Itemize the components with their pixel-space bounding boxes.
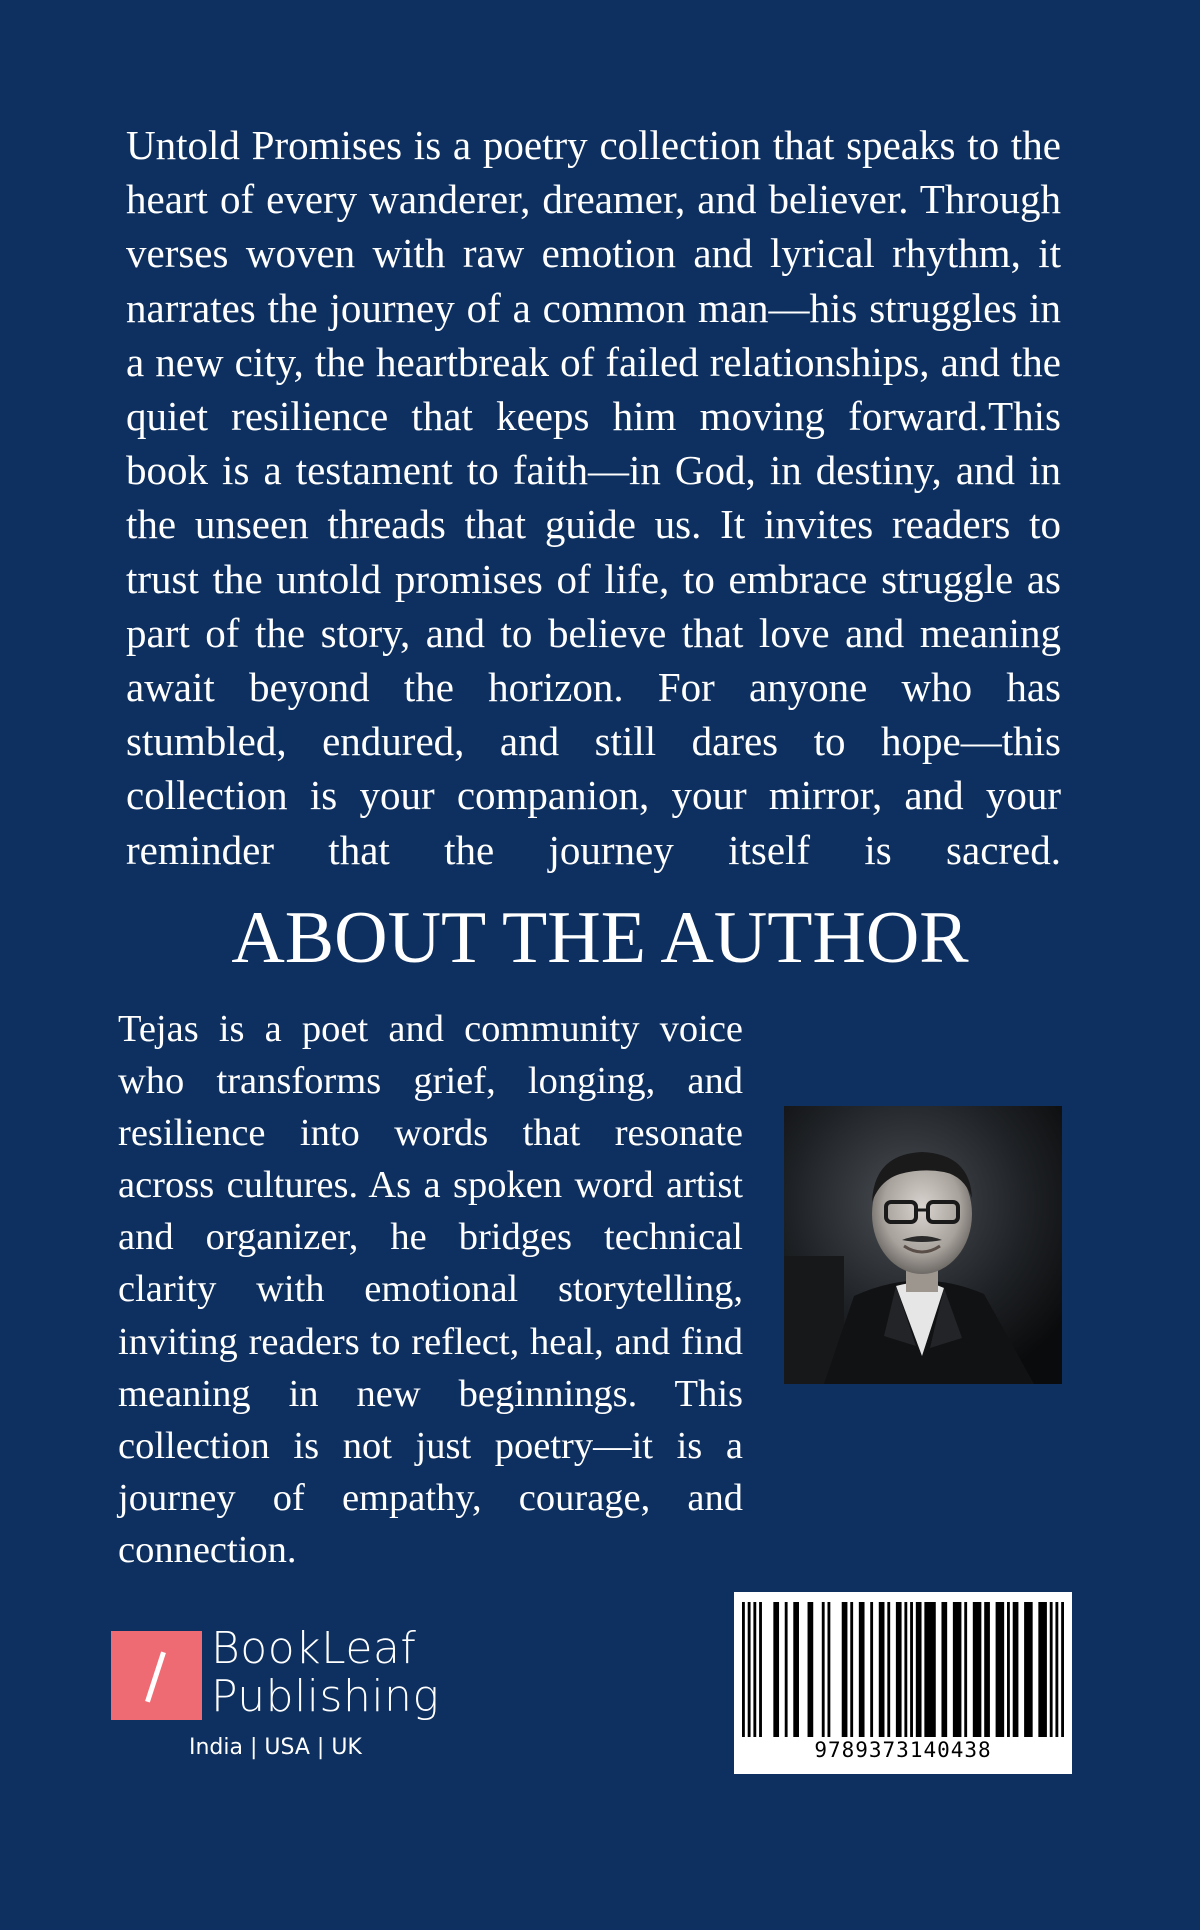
- about-author-heading: ABOUT THE AUTHOR: [231, 897, 969, 979]
- barcode-bar: [870, 1602, 873, 1737]
- slash-icon: [145, 1652, 166, 1703]
- barcode-bar: [759, 1602, 762, 1737]
- barcode-bar: [808, 1602, 814, 1737]
- logo-square-icon: [111, 1631, 202, 1720]
- barcode-bar: [964, 1602, 967, 1737]
- publisher-name-line2: Publishing: [211, 1671, 440, 1722]
- barcode-bar: [996, 1602, 1005, 1737]
- barcode-bar: [827, 1602, 830, 1737]
- barcode-bar: [1061, 1602, 1064, 1737]
- barcode-bar: [953, 1602, 962, 1737]
- barcode-bar: [973, 1602, 982, 1737]
- publisher-logo: [111, 1623, 441, 1769]
- barcode-bar: [1013, 1602, 1019, 1737]
- barcode-bar: [822, 1602, 825, 1737]
- author-portrait-illustration: [784, 1106, 1062, 1384]
- barcode-bar: [879, 1602, 885, 1737]
- isbn-number: 9789373140438: [814, 1738, 992, 1762]
- barcode-bar: [1007, 1602, 1010, 1737]
- barcode-bar: [887, 1602, 890, 1737]
- barcode-bar: [1038, 1602, 1047, 1737]
- barcode-bar: [859, 1602, 865, 1737]
- barcode-bar: [916, 1602, 922, 1737]
- barcode-bar: [1024, 1602, 1033, 1737]
- barcode-bar: [984, 1602, 990, 1737]
- barcode-bar: [753, 1602, 756, 1737]
- barcode-bar: [924, 1602, 935, 1737]
- book-blurb: Untold Promises is a poetry collection that speaks to the heart of every wanderer, dreamer, and believer. Through verses woven with raw emotion and lyrical rhythm, it narrates the journey of a common man—his struggles in a new city, the heartbreak of failed relationships, and the quiet resilience that keeps him moving forward.This book is a testament to faith—in God, in destiny, and in the unseen threads that guide us. It invites readers to trust the untold promises of life, to embrace struggle as part of the story, and to believe that love and meaning await beyond the horizon. For anyone who has stumbled, endured, and still dares to hope—this collection is your companion, your mirror, and your reminder that the journey itself is sacred.: [126, 122, 1061, 873]
- barcode-icon: [742, 1602, 1064, 1737]
- barcode-bar: [748, 1602, 751, 1737]
- barcode-bar: [742, 1602, 745, 1737]
- barcode-bar: [896, 1602, 902, 1737]
- barcode-bar: [850, 1602, 853, 1737]
- publisher-regions: India | USA | UK: [189, 1735, 362, 1760]
- barcode-bar: [842, 1602, 848, 1737]
- author-bio: Tejas is a poet and community voice who transforms grief, longing, and resilience into words that resonate across cultures. As a spoken word artist and organizer, he bridges technical clarity with emotional storytelling, inviting readers to reflect, heal, and find meaning in new beginnings. This collection is not just poetry—it is a journey of empathy, courage, and connection.: [118, 1008, 743, 1571]
- barcode-bar: [773, 1602, 779, 1737]
- barcode-bar: [793, 1602, 799, 1737]
- barcode-bar: [1050, 1602, 1053, 1737]
- isbn-barcode: [734, 1592, 1072, 1774]
- barcode-bar: [904, 1602, 907, 1737]
- barcode-bar: [785, 1602, 788, 1737]
- barcode-bar: [910, 1602, 913, 1737]
- barcode-bar: [1055, 1602, 1058, 1737]
- publisher-name-line1: BookLeaf: [211, 1623, 417, 1674]
- barcode-bar: [941, 1602, 947, 1737]
- author-photo: [784, 1106, 1062, 1384]
